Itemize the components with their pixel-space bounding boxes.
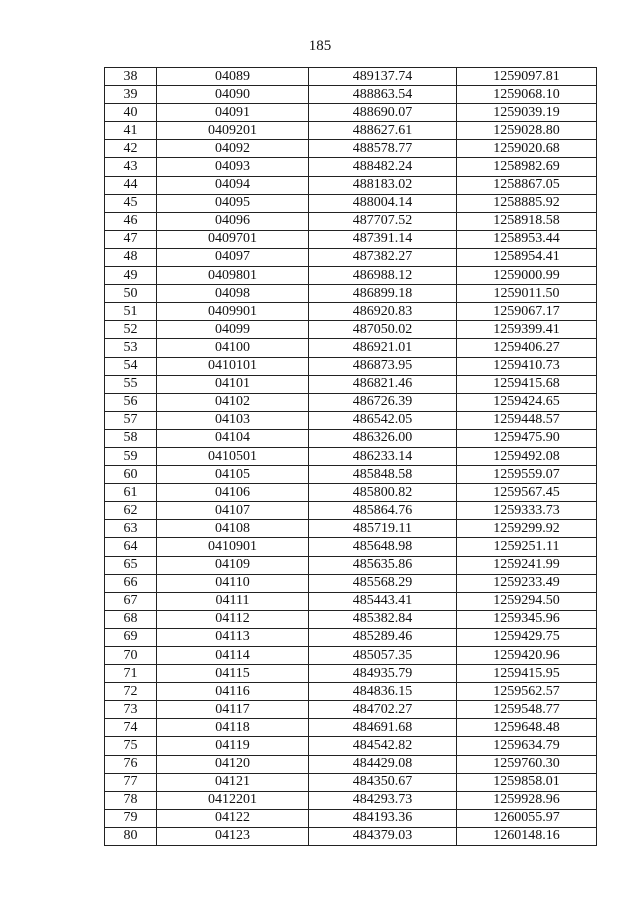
- table-row: [105, 429, 597, 447]
- x-coordinate-cell: 484836.15: [309, 683, 457, 701]
- y-coordinate-cell: 1259410.73: [457, 357, 597, 375]
- table-row: [105, 285, 597, 303]
- x-coordinate-cell: 488863.54: [309, 86, 457, 104]
- y-coordinate-cell: 1259415.68: [457, 375, 597, 393]
- point-id-cell: 04111: [157, 592, 309, 610]
- row-number-cell: 47: [105, 230, 157, 248]
- row-number-cell: 60: [105, 466, 157, 484]
- table-row: [105, 230, 597, 248]
- x-coordinate-cell: 485057.35: [309, 647, 457, 665]
- y-coordinate-cell: 1259000.99: [457, 267, 597, 285]
- table-row: [105, 610, 597, 628]
- x-coordinate-cell: 485719.11: [309, 520, 457, 538]
- point-id-cell: 04100: [157, 339, 309, 357]
- row-number-cell: 76: [105, 755, 157, 773]
- row-number-cell: 58: [105, 429, 157, 447]
- row-number-cell: 49: [105, 267, 157, 285]
- y-coordinate-cell: 1258918.58: [457, 212, 597, 230]
- point-id-cell: 04121: [157, 773, 309, 791]
- y-coordinate-cell: 1260055.97: [457, 809, 597, 827]
- point-id-cell: 04109: [157, 556, 309, 574]
- point-id-cell: 04097: [157, 248, 309, 266]
- table-row: [105, 86, 597, 104]
- point-id-cell: 04096: [157, 212, 309, 230]
- point-id-cell: 04120: [157, 755, 309, 773]
- x-coordinate-cell: 486233.14: [309, 447, 457, 465]
- point-id-cell: 04112: [157, 610, 309, 628]
- coordinates-table-body: [105, 68, 597, 846]
- x-coordinate-cell: 486920.83: [309, 303, 457, 321]
- y-coordinate-cell: 1259233.49: [457, 574, 597, 592]
- point-id-cell: 04099: [157, 321, 309, 339]
- x-coordinate-cell: 485635.86: [309, 556, 457, 574]
- table-row: [105, 248, 597, 266]
- row-number-cell: 41: [105, 122, 157, 140]
- table-row: [105, 104, 597, 122]
- row-number-cell: 39: [105, 86, 157, 104]
- point-id-cell: 04118: [157, 719, 309, 737]
- point-id-cell: 04117: [157, 701, 309, 719]
- x-coordinate-cell: 486542.05: [309, 411, 457, 429]
- table-row: [105, 665, 597, 683]
- table-row: [105, 520, 597, 538]
- y-coordinate-cell: 1258885.92: [457, 194, 597, 212]
- x-coordinate-cell: 487707.52: [309, 212, 457, 230]
- row-number-cell: 48: [105, 248, 157, 266]
- row-number-cell: 70: [105, 647, 157, 665]
- point-id-cell: 0409701: [157, 230, 309, 248]
- table-row: [105, 303, 597, 321]
- table-row: [105, 176, 597, 194]
- row-number-cell: 69: [105, 628, 157, 646]
- table-row: [105, 502, 597, 520]
- y-coordinate-cell: 1259562.57: [457, 683, 597, 701]
- x-coordinate-cell: 486899.18: [309, 285, 457, 303]
- x-coordinate-cell: 485800.82: [309, 484, 457, 502]
- x-coordinate-cell: 485648.98: [309, 538, 457, 556]
- y-coordinate-cell: 1259420.96: [457, 647, 597, 665]
- row-number-cell: 65: [105, 556, 157, 574]
- table-row: [105, 212, 597, 230]
- point-id-cell: 0410101: [157, 357, 309, 375]
- x-coordinate-cell: 488627.61: [309, 122, 457, 140]
- table-row: [105, 321, 597, 339]
- y-coordinate-cell: 1259399.41: [457, 321, 597, 339]
- x-coordinate-cell: 485289.46: [309, 628, 457, 646]
- y-coordinate-cell: 1259345.96: [457, 610, 597, 628]
- row-number-cell: 50: [105, 285, 157, 303]
- table-row: [105, 411, 597, 429]
- row-number-cell: 73: [105, 701, 157, 719]
- point-id-cell: 04093: [157, 158, 309, 176]
- table-row: [105, 683, 597, 701]
- x-coordinate-cell: 484935.79: [309, 665, 457, 683]
- row-number-cell: 71: [105, 665, 157, 683]
- x-coordinate-cell: 484293.73: [309, 791, 457, 809]
- y-coordinate-cell: 1259020.68: [457, 140, 597, 158]
- y-coordinate-cell: 1259241.99: [457, 556, 597, 574]
- point-id-cell: 04092: [157, 140, 309, 158]
- row-number-cell: 79: [105, 809, 157, 827]
- table-row: [105, 375, 597, 393]
- point-id-cell: 04105: [157, 466, 309, 484]
- table-row: [105, 574, 597, 592]
- row-number-cell: 42: [105, 140, 157, 158]
- y-coordinate-cell: 1259299.92: [457, 520, 597, 538]
- y-coordinate-cell: 1259424.65: [457, 393, 597, 411]
- y-coordinate-cell: 1259760.30: [457, 755, 597, 773]
- y-coordinate-cell: 1258867.05: [457, 176, 597, 194]
- row-number-cell: 77: [105, 773, 157, 791]
- y-coordinate-cell: 1259429.75: [457, 628, 597, 646]
- x-coordinate-cell: 486821.46: [309, 375, 457, 393]
- point-id-cell: 04110: [157, 574, 309, 592]
- point-id-cell: 0410901: [157, 538, 309, 556]
- x-coordinate-cell: 485443.41: [309, 592, 457, 610]
- table-row: [105, 827, 597, 845]
- y-coordinate-cell: 1259648.48: [457, 719, 597, 737]
- y-coordinate-cell: 1259548.77: [457, 701, 597, 719]
- table-row: [105, 701, 597, 719]
- point-id-cell: 04115: [157, 665, 309, 683]
- table-row: [105, 556, 597, 574]
- row-number-cell: 51: [105, 303, 157, 321]
- point-id-cell: 04107: [157, 502, 309, 520]
- point-id-cell: 0410501: [157, 447, 309, 465]
- table-row: [105, 447, 597, 465]
- row-number-cell: 74: [105, 719, 157, 737]
- y-coordinate-cell: 1259567.45: [457, 484, 597, 502]
- row-number-cell: 44: [105, 176, 157, 194]
- row-number-cell: 63: [105, 520, 157, 538]
- row-number-cell: 40: [105, 104, 157, 122]
- y-coordinate-cell: 1259067.17: [457, 303, 597, 321]
- row-number-cell: 55: [105, 375, 157, 393]
- y-coordinate-cell: 1259559.07: [457, 466, 597, 484]
- point-id-cell: 04122: [157, 809, 309, 827]
- point-id-cell: 0409801: [157, 267, 309, 285]
- table-row: [105, 592, 597, 610]
- point-id-cell: 0412201: [157, 791, 309, 809]
- x-coordinate-cell: 486726.39: [309, 393, 457, 411]
- row-number-cell: 59: [105, 447, 157, 465]
- table-row: [105, 791, 597, 809]
- point-id-cell: 04090: [157, 86, 309, 104]
- x-coordinate-cell: 485568.29: [309, 574, 457, 592]
- row-number-cell: 38: [105, 68, 157, 86]
- table-row: [105, 484, 597, 502]
- row-number-cell: 45: [105, 194, 157, 212]
- table-row: [105, 140, 597, 158]
- table-row: [105, 719, 597, 737]
- y-coordinate-cell: 1259333.73: [457, 502, 597, 520]
- y-coordinate-cell: 1259858.01: [457, 773, 597, 791]
- y-coordinate-cell: 1259928.96: [457, 791, 597, 809]
- x-coordinate-cell: 484542.82: [309, 737, 457, 755]
- table-row: [105, 158, 597, 176]
- row-number-cell: 67: [105, 592, 157, 610]
- row-number-cell: 46: [105, 212, 157, 230]
- row-number-cell: 80: [105, 827, 157, 845]
- point-id-cell: 04101: [157, 375, 309, 393]
- x-coordinate-cell: 488578.77: [309, 140, 457, 158]
- table-row: [105, 267, 597, 285]
- table-row: [105, 393, 597, 411]
- y-coordinate-cell: 1259039.19: [457, 104, 597, 122]
- point-id-cell: 0409201: [157, 122, 309, 140]
- x-coordinate-cell: 484193.36: [309, 809, 457, 827]
- x-coordinate-cell: 486873.95: [309, 357, 457, 375]
- x-coordinate-cell: 486988.12: [309, 267, 457, 285]
- x-coordinate-cell: 484429.08: [309, 755, 457, 773]
- y-coordinate-cell: 1259294.50: [457, 592, 597, 610]
- y-coordinate-cell: 1259448.57: [457, 411, 597, 429]
- row-number-cell: 56: [105, 393, 157, 411]
- point-id-cell: 04091: [157, 104, 309, 122]
- row-number-cell: 68: [105, 610, 157, 628]
- point-id-cell: 04094: [157, 176, 309, 194]
- x-coordinate-cell: 488482.24: [309, 158, 457, 176]
- table-row: [105, 737, 597, 755]
- point-id-cell: 04089: [157, 68, 309, 86]
- table-row: [105, 647, 597, 665]
- x-coordinate-cell: 487391.14: [309, 230, 457, 248]
- row-number-cell: 75: [105, 737, 157, 755]
- x-coordinate-cell: 487050.02: [309, 321, 457, 339]
- table-row: [105, 122, 597, 140]
- y-coordinate-cell: 1259097.81: [457, 68, 597, 86]
- table-row: [105, 339, 597, 357]
- x-coordinate-cell: 488183.02: [309, 176, 457, 194]
- point-id-cell: 04104: [157, 429, 309, 447]
- point-id-cell: 04123: [157, 827, 309, 845]
- y-coordinate-cell: 1259415.95: [457, 665, 597, 683]
- point-id-cell: 04113: [157, 628, 309, 646]
- x-coordinate-cell: 486921.01: [309, 339, 457, 357]
- table-row: [105, 194, 597, 212]
- row-number-cell: 54: [105, 357, 157, 375]
- table-row: [105, 538, 597, 556]
- table-row: [105, 68, 597, 86]
- row-number-cell: 57: [105, 411, 157, 429]
- y-coordinate-cell: 1258953.44: [457, 230, 597, 248]
- x-coordinate-cell: 488690.07: [309, 104, 457, 122]
- table-row: [105, 466, 597, 484]
- row-number-cell: 61: [105, 484, 157, 502]
- row-number-cell: 62: [105, 502, 157, 520]
- row-number-cell: 66: [105, 574, 157, 592]
- y-coordinate-cell: 1258982.69: [457, 158, 597, 176]
- point-id-cell: 0409901: [157, 303, 309, 321]
- y-coordinate-cell: 1259068.10: [457, 86, 597, 104]
- point-id-cell: 04108: [157, 520, 309, 538]
- row-number-cell: 43: [105, 158, 157, 176]
- point-id-cell: 04116: [157, 683, 309, 701]
- x-coordinate-cell: 485382.84: [309, 610, 457, 628]
- y-coordinate-cell: 1260148.16: [457, 827, 597, 845]
- y-coordinate-cell: 1258954.41: [457, 248, 597, 266]
- point-id-cell: 04114: [157, 647, 309, 665]
- x-coordinate-cell: 486326.00: [309, 429, 457, 447]
- row-number-cell: 72: [105, 683, 157, 701]
- table-row: [105, 357, 597, 375]
- row-number-cell: 64: [105, 538, 157, 556]
- y-coordinate-cell: 1259634.79: [457, 737, 597, 755]
- x-coordinate-cell: 484379.03: [309, 827, 457, 845]
- x-coordinate-cell: 485848.58: [309, 466, 457, 484]
- table-row: [105, 809, 597, 827]
- y-coordinate-cell: 1259492.08: [457, 447, 597, 465]
- x-coordinate-cell: 485864.76: [309, 502, 457, 520]
- table-row: [105, 628, 597, 646]
- row-number-cell: 78: [105, 791, 157, 809]
- y-coordinate-cell: 1259406.27: [457, 339, 597, 357]
- x-coordinate-cell: 488004.14: [309, 194, 457, 212]
- x-coordinate-cell: 484702.27: [309, 701, 457, 719]
- y-coordinate-cell: 1259475.90: [457, 429, 597, 447]
- y-coordinate-cell: 1259251.11: [457, 538, 597, 556]
- table-row: [105, 755, 597, 773]
- x-coordinate-cell: 487382.27: [309, 248, 457, 266]
- table-row: [105, 773, 597, 791]
- point-id-cell: 04119: [157, 737, 309, 755]
- page-number: 185: [308, 38, 332, 54]
- x-coordinate-cell: 489137.74: [309, 68, 457, 86]
- coordinates-table: [104, 67, 597, 846]
- point-id-cell: 04102: [157, 393, 309, 411]
- point-id-cell: 04106: [157, 484, 309, 502]
- point-id-cell: 04095: [157, 194, 309, 212]
- row-number-cell: 53: [105, 339, 157, 357]
- point-id-cell: 04103: [157, 411, 309, 429]
- point-id-cell: 04098: [157, 285, 309, 303]
- y-coordinate-cell: 1259011.50: [457, 285, 597, 303]
- x-coordinate-cell: 484350.67: [309, 773, 457, 791]
- x-coordinate-cell: 484691.68: [309, 719, 457, 737]
- row-number-cell: 52: [105, 321, 157, 339]
- y-coordinate-cell: 1259028.80: [457, 122, 597, 140]
